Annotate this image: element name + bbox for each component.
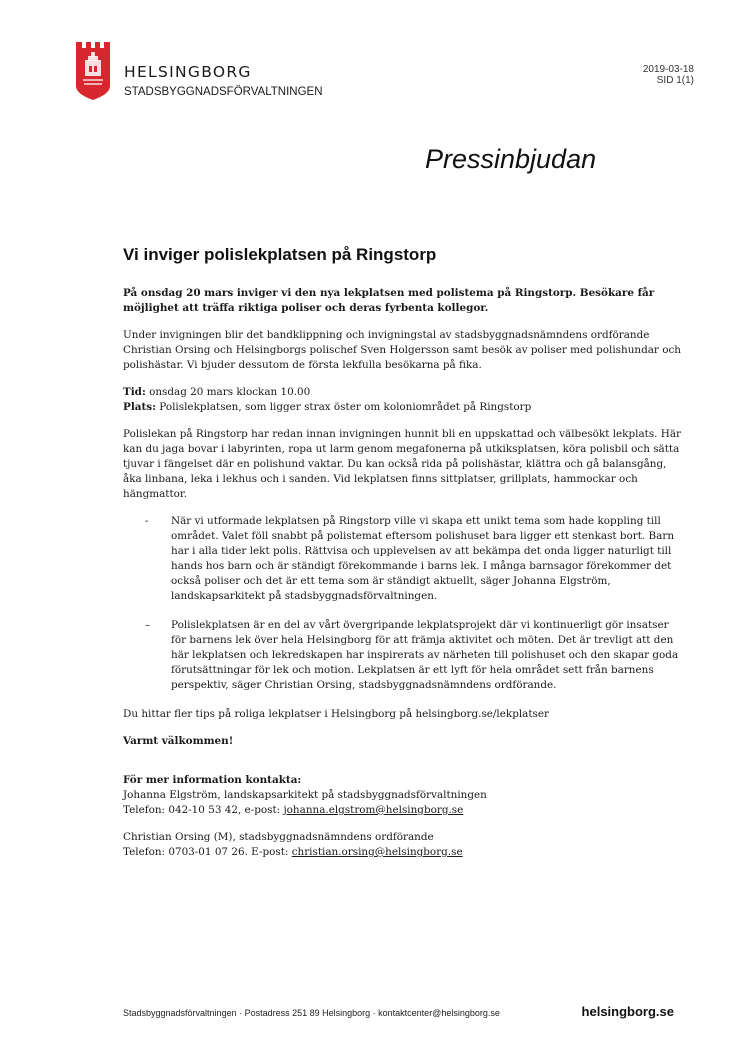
document-type: Pressinbjudan [425,144,597,174]
contact-1-email-link[interactable]: johanna.elgstrom@helsingborg.se [283,804,464,816]
time-line [123,386,310,398]
welcome-text: Varmt välkommen! [123,735,234,747]
description-paragraph: Polislekan på Ringstorp har redan innan invigningen hunnit bli en uppskattad och välbesökt lekplats. Här kan du jaga bovar i labyrinten, ropa ut larm genom megafonerna på utkiksplatsen, köra polisbil och sätta tjuvar i fängelset där en polishund vaktar. Du kan också rida på polishästar, klättra och gå balansgång, åka linbana, leka i lekhus och i sanden. Vid lekplatsen finns sittplatser, grillplats, hammockar och hängmattor. [123,428,681,500]
welcome-line [123,734,683,749]
contact-block [123,773,683,818]
quote-item [123,618,683,693]
intro-paragraph: Under invigningen blir det bandklippning och invigningstal av stadsbyggnadsnämndens ordförande Christian Orsing och Helsingborgs polischef Sven Holgersson samt besök av poliser med polishundar och polishästar. Vi bjuder dessutom de första lekfulla besökarna på fika. [123,329,681,371]
quote-text: När vi utformade lekplatsen på Ringstorp ville vi skapa ett unikt tema som hade koppling till området. Valet föll snabbt på polistemat eftersom polishuset bara ligger ett stenkast bort. Barn har i alla tider lekt polis. Rättvisa och upplevelsen av att bekämpa det onda ligger naturligt till hands hos barn och är ständigt förekommande i barns lek. I många barnsagor förekommer det också poliser och det är ett tema som är ständigt aktuellt, säger Johanna Elgström, landskapsarkitekt på stadsbyggnadsförvaltningen. [171,515,675,602]
contact-2-name: Christian Orsing (M), stadsbyggnadsnämndens ordförande [123,831,434,843]
time-label: Tid: [123,386,146,398]
department-name: STADSBYGGNADSFÖRVALTNINGEN [124,86,323,98]
document-date: 2019-03-18 [642,64,694,75]
quote-item [123,514,683,604]
press-title: Vi inviger polislekplatsen på Ringstorp [123,245,437,264]
lead-paragraph [123,286,683,316]
press-body [123,286,683,872]
time-value: onsdag 20 mars klockan 10.00 [145,386,311,398]
quote-dash: - [145,515,149,527]
event-details [123,385,683,415]
place-label: Plats: [123,401,156,413]
place-line [123,401,531,413]
footer-address: Stadsbyggnadsförvaltningen · Postadress 251 89 Helsingborg · kontaktcenter@helsingborg.se [123,1008,500,1018]
contact-2-phone: Telefon: 0703-01 07 26. E-post: [123,846,292,858]
lead-text: På onsdag 20 mars inviger vi den nya lekplatsen med polistema på Ringstorp. Besökare får möjlighet att träffa riktiga poliser och deras fyrbenta kollegor. [123,287,655,314]
footer-website[interactable]: helsingborg.se [581,1004,674,1019]
tips-paragraph: Du hittar fler tips på roliga lekplatser i Helsingborg på helsingborg.se/lekplatser [123,708,549,720]
contact-1-name: Johanna Elgström, landskapsarkitekt på stadsbyggnadsförvaltningen [123,789,487,801]
org-name: HELSINGBORG [124,63,252,81]
document-meta [643,64,694,86]
contact-1-phone: Telefon: 042-10 53 42, e-post: [123,804,284,816]
contact-2-email-link[interactable]: christian.orsing@helsingborg.se [291,846,463,858]
contact-heading: För mer information kontakta: [123,774,302,786]
helsingborg-crest-logo [75,42,111,100]
page-number: SID 1(1) [656,75,694,86]
quote-dash: – [145,619,151,631]
place-value: Polislekplatsen, som ligger strax öster om koloniområdet på Ringstorp [155,401,532,413]
contact-block-2 [123,830,683,860]
quote-text: Polislekplatsen är en del av vårt övergripande lekplatsprojekt där vi kontinuerligt gör insatser för barnens lek över hela Helsingborg för att främja aktivitet och möten. Det är trevligt att den här lekplatsen och lekredskapen har inspirerats av närheten till polishuset och den skapar goda förutsättningar för lek och motion. Lekplatsen är ett lyft för hela området sett från barnens perspektiv, säger Christian Orsing, stadsbyggnadsnämndens ordförande. [171,619,679,691]
